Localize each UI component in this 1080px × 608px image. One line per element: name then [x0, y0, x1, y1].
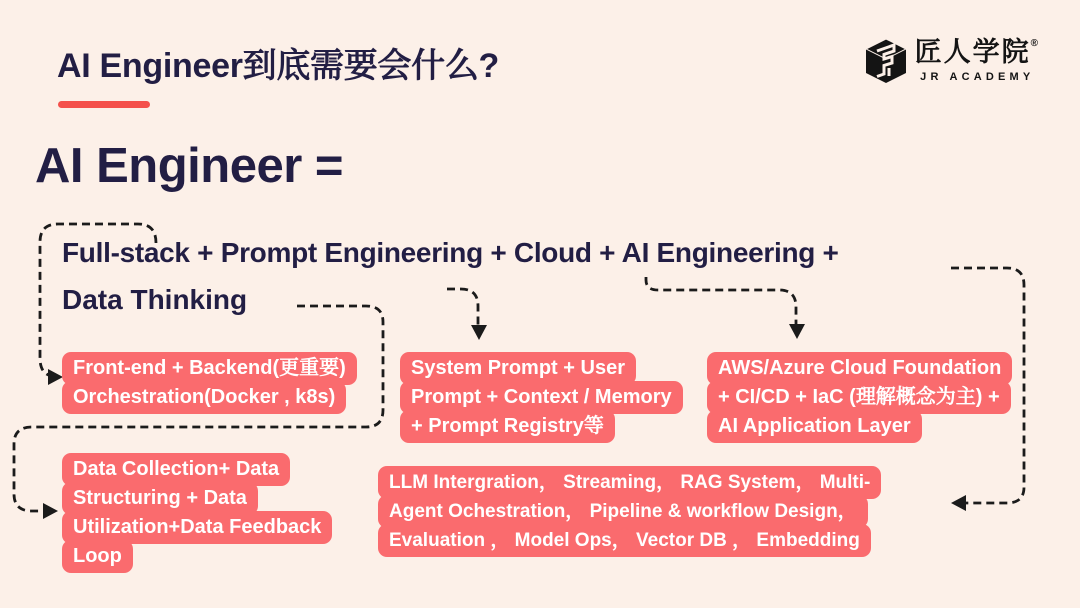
registered-mark: ® [1030, 38, 1040, 49]
box-line: + Prompt Registry等 [400, 410, 615, 443]
arrow-prompteng-to-prompt [447, 289, 478, 326]
equation-rhs-line2: Data Thinking [62, 284, 248, 315]
title-underline [58, 101, 150, 108]
logo-name-cn: 匠人学院® [914, 37, 1040, 67]
box-line: Utilization+Data Feedback [62, 511, 332, 544]
box-cloud-detail [707, 352, 1012, 443]
box-line: Front-end + Backend(更重要) [62, 352, 357, 385]
box-line: Prompt + Context / Memory [400, 381, 683, 414]
cube-logo-icon [865, 38, 907, 84]
box-line: Data Collection+ Data [62, 453, 290, 486]
jr-academy-logo [865, 38, 1040, 84]
arrowhead-left-1 [951, 495, 966, 511]
box-line: Structuring + Data [62, 482, 258, 515]
equation-lhs: AI Engineer = [35, 139, 344, 193]
box-line: Loop [62, 540, 133, 573]
box-prompt-detail [400, 352, 683, 443]
box-data-detail [62, 453, 332, 573]
equation-rhs-line1: Full-stack + Prompt Engineering + Cloud + AI Engineering + [62, 237, 839, 268]
arrow-cloud-to-cloud [646, 277, 796, 325]
box-ai-engineering-detail [378, 466, 881, 557]
box-line: System Prompt + User [400, 352, 636, 385]
arrowhead-right-2 [43, 503, 58, 519]
box-line: Orchestration(Docker , k8s) [62, 381, 346, 414]
logo-text [915, 38, 1040, 83]
box-line: AWS/Azure Cloud Foundation [707, 352, 1012, 385]
box-line: Evaluation ， Model Ops， Vector DB ， Embedding [378, 524, 871, 557]
logo-name-en: JR ACADEMY [920, 70, 1035, 83]
arrowhead-right-1 [48, 369, 63, 385]
box-line: AI Application Layer [707, 410, 922, 443]
box-line: LLM Intergration， Streaming， RAG System， Multi- [378, 466, 881, 499]
page-title: AI Engineer到底需要会什么? [57, 47, 499, 85]
box-fullstack-detail [62, 352, 357, 414]
arrowhead-down-1 [471, 325, 487, 340]
box-line: + CI/CD + IaC (理解概念为主) + [707, 381, 1011, 414]
arrowhead-down-2 [789, 324, 805, 339]
box-line: Agent Ochestration， Pipeline & workflow Design， [378, 495, 868, 528]
